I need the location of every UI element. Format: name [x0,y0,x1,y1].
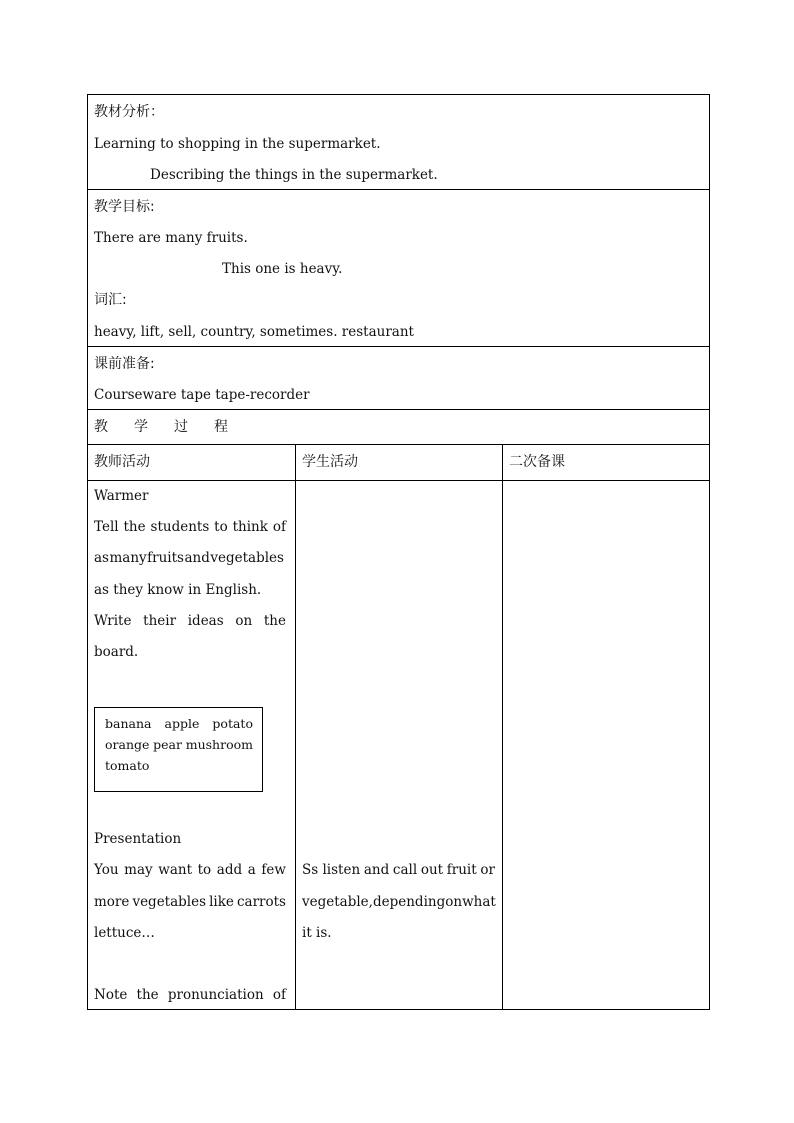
presentation-line-4 [94,987,286,1003]
word: pronunciation [167,987,264,1003]
process-title-row [88,410,709,445]
word: Note [94,987,128,1003]
student-line-2 [302,894,494,910]
preparation-heading: 课前准备: [94,356,155,372]
word: as [94,550,109,566]
teacher-header-cell [88,445,296,480]
word: depending [372,894,446,910]
vocab-word: orange [105,737,150,752]
presentation-label: Presentation [94,831,182,847]
word: vegetables [132,894,207,910]
warmer-line-2 [94,550,284,566]
word: of [272,519,286,535]
word: Tell [94,519,119,535]
word: many [109,550,147,566]
vocab-word: mushroom [185,737,253,752]
process-char-2: 学 [134,419,148,435]
word: out [420,862,444,878]
word: carrots [236,894,286,910]
word: may [124,862,153,878]
vocab-word: pear [153,737,182,752]
vocabulary-box [94,707,263,792]
word: the [136,987,159,1003]
word: want [158,862,192,878]
word: and [184,550,210,566]
word: vegetables [210,550,284,566]
warmer-line-4 [94,613,286,629]
student-column-header: 学生活动 [302,454,358,470]
word: their [143,613,177,629]
vocab-heading: 词汇: [94,292,127,308]
objectives-heading: 教学目标: [94,199,155,215]
word: Ss listen [302,862,361,878]
vocab-word: tomato [105,758,150,773]
process-char-3: 过 [174,419,188,435]
process-char-1: 教 [94,419,108,435]
word: on [445,894,463,910]
word: more [94,894,130,910]
student-line-3: it is. [302,925,332,941]
word: add [216,862,243,878]
presentation-line-1 [94,862,286,878]
word: think [232,519,268,535]
presentation-line-2 [94,894,286,910]
word: to [197,862,212,878]
word: fruits [147,550,184,566]
vocabulary-box-row-2 [105,738,253,752]
word: call [392,862,418,878]
word: You [94,862,119,878]
column-header-row [88,445,709,481]
word: or [480,862,495,878]
vocab-word: banana [105,716,152,731]
process-char-4: 程 [214,419,228,435]
vocab-word: potato [212,716,253,731]
vocabulary-box-row-1 [105,717,253,731]
word: to [214,519,228,535]
revision-column-header: 二次备课 [509,454,565,470]
vocabulary-box-row-3 [105,759,253,773]
word: the [123,519,146,535]
objectives-section [88,190,709,347]
word: students [150,519,210,535]
vocab-line: heavy, lift, sell, country, sometimes. restaurant [94,324,414,340]
analysis-line-2: Describing the things in the supermarket. [150,167,438,183]
analysis-line-1: Learning to shopping in the supermarket. [94,136,381,152]
word: and [363,862,390,878]
word: ideas [187,613,224,629]
word: of [272,987,286,1003]
objectives-line-1: There are many fruits. [94,230,248,246]
word: Write [94,613,132,629]
word: the [263,613,286,629]
warmer-line-1 [94,519,286,535]
word: on [235,613,253,629]
student-header-cell [296,445,503,480]
word: vegetable, [302,894,373,910]
preparation-line: Courseware tape tape-recorder [94,387,310,403]
presentation-line-3: lettuce… [94,925,155,941]
word: few [261,862,286,878]
warmer-label: Warmer [94,488,149,504]
vocab-word: apple [164,716,200,731]
word: fruit [446,862,477,878]
warmer-line-5: board. [94,644,139,660]
warmer-line-3: as they know in English. [94,582,262,598]
analysis-section [88,95,709,190]
word: like [209,894,234,910]
preparation-section [88,347,709,410]
analysis-heading: 教材分析： [94,104,164,120]
teacher-column-header: 教师活动 [94,454,150,470]
student-line-1 [302,862,495,878]
word: what [462,894,496,910]
word: a [247,862,256,878]
objectives-line-2: This one is heavy. [222,261,343,277]
